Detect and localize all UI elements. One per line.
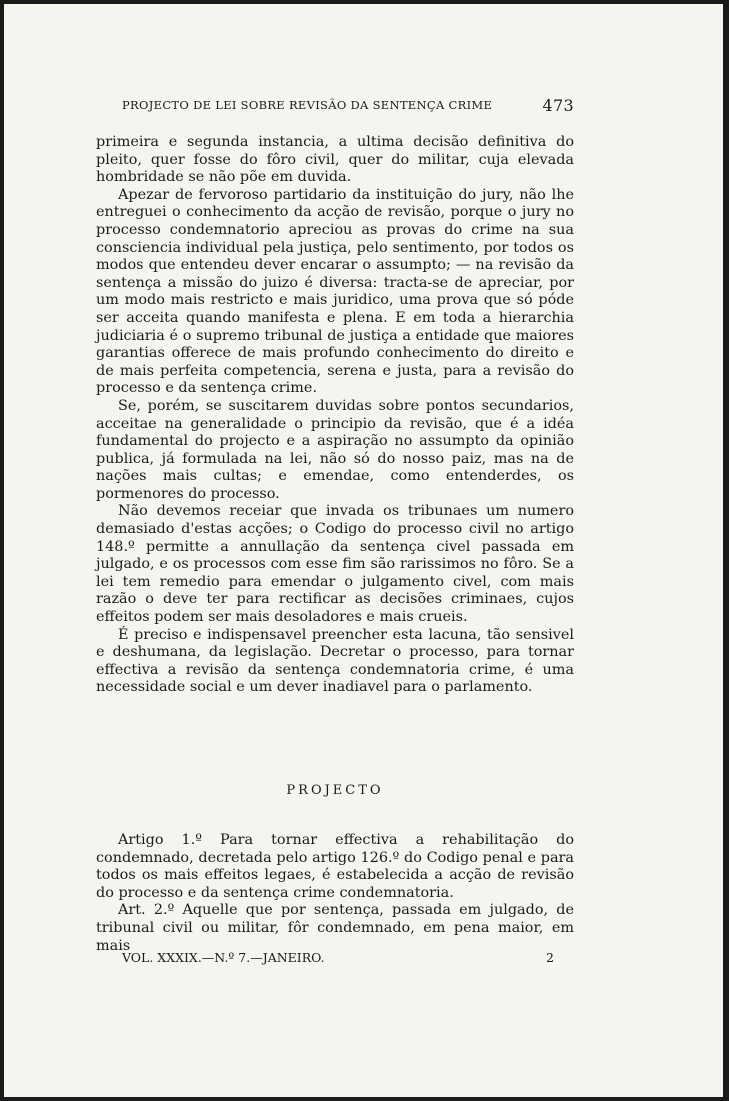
paragraph: Se, porém, se suscitarem duvidas sobre pontos secundarios, acceitae na generalidade o principio da revisão, que é a idéa fundamental do projecto e a aspiração no assumpto da opinião publica, já formulada na lei, não só do nosso paiz, mas na de nações mais cultas; e emendae, como entenderdes, os pormenores do processo. — [96, 397, 574, 502]
page-number: 473 — [542, 96, 574, 115]
body-text — [96, 134, 574, 697]
paragraph: Apezar de fervoroso partidario da instituição do jury, não lhe entreguei o conhecimento da acção de revisão, porque o jury no processo condemnatorio apreciou as provas do crime na sua consciencia individual pela justiça, pelo sentimento, por todos os modos que entendeu dever encarar o assumpto; — na revisão da sentença a missão do juizo é diversa: tracta-se de apreciar, por um modo mais restricto e mais juridico, uma prova que só póde ser acceita quando manifesta e plena. E em toda a hierarchia judiciaria é o supremo tribunal de justiça a entidade que maiores garantias offerece de mais profundo conhecimento do direito e de mais perfeita competencia, serena e justa, para a revisão do processo e da sentença crime. — [96, 186, 574, 397]
paragraph-continuation: primeira e segunda instancia, a ultima decisão definitiva do pleito, quer fosse do fôro civil, quer do militar, cuja elevada hombridade se não põe em duvida. — [96, 134, 574, 186]
articles — [96, 832, 574, 955]
signature-line: VOL. XXXIX.—N.º 7.—JANEIRO. — [122, 950, 325, 965]
running-head: PROJECTO DE LEI SOBRE REVISÃO DA SENTENÇA CRIME — [122, 98, 493, 112]
paragraph: Não devemos receiar que invada os tribunaes um numero demasiado d'estas acções; o Codigo do processo civil no artigo 148.º permitte a annullação da sentença civel passada em julgado, e os processos com esse fim são rarissimos no fôro. Se a lei tem remedio para emendar o julgamento civel, com mais razão o deve ter para rectificar as decisões criminaes, cujos effeitos podem ser mais desoladores e mais crueis. — [96, 503, 574, 626]
paragraph: É preciso e indispensavel preencher esta lacuna, tão sensivel e deshumana, da legislação. Decretar o processo, para tornar effectiva a revisão da sentença condemnatoria crime, é uma necessidade social e um dever inadiavel para o parlamento. — [96, 626, 574, 696]
section-heading: PROJECTO — [286, 783, 384, 798]
article-1: Artigo 1.º Para tornar effectiva a rehabilitação do condemnado, decretada pelo artigo 126.º do Codigo penal e para todos os mais effeitos legaes, é estabelecida a acção de revisão do processo e da sentença crime condemnatoria. — [96, 832, 574, 901]
signature-number: 2 — [546, 950, 554, 965]
document-page — [4, 4, 723, 1097]
article-2: Art. 2.º Aquelle que por sentença, passada em julgado, de tribunal civil ou militar, fôr condemnado, em pena maior, em mais — [96, 902, 574, 954]
